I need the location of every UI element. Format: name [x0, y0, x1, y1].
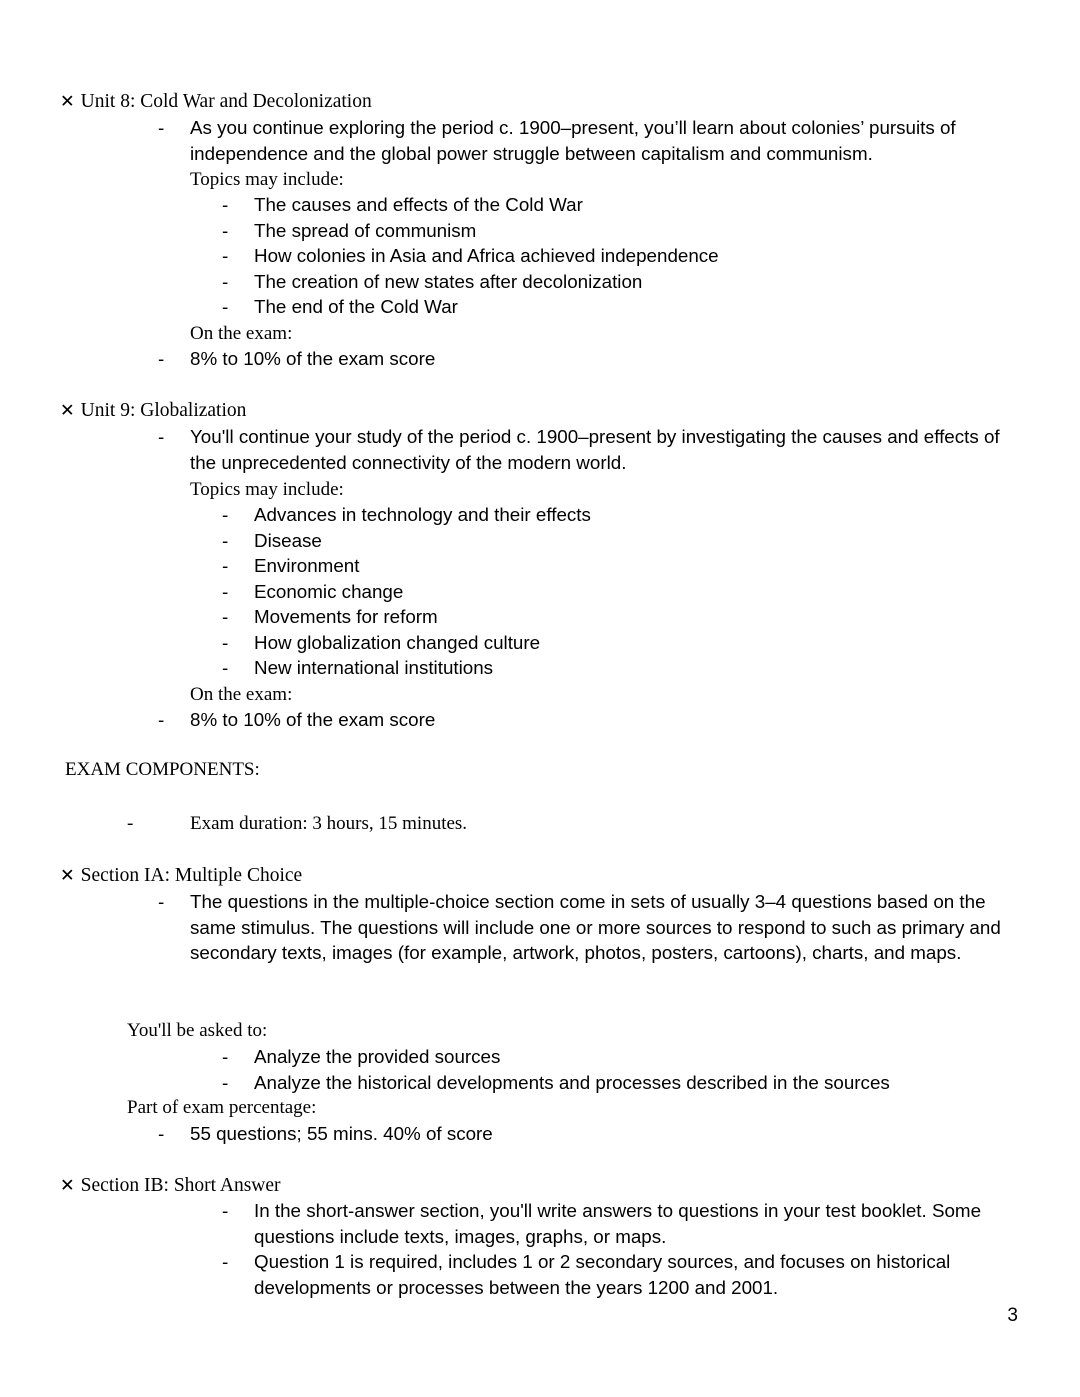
list-item [222, 192, 1019, 218]
section-ib-item-text: Question 1 is required, includes 1 or 2 secondary sources, and focuses on historical developments or processes between the years 1200 and 2001. [254, 1251, 951, 1298]
asked-item-text: Analyze the provided sources [254, 1046, 501, 1067]
unit9-heading-text: Unit 9: Globalization [80, 400, 247, 421]
dash-bullet: - [222, 270, 229, 292]
dash-bullet: - [222, 529, 229, 551]
dash-bullet: - [222, 580, 229, 602]
list-item [222, 528, 1019, 554]
section-ia-heading-text: Section IA: Multiple Choice [80, 865, 303, 886]
unit8-score-text: 8% to 10% of the exam score [190, 348, 436, 369]
topic-text: The causes and effects of the Cold War [254, 194, 583, 215]
asked-list [222, 1044, 1019, 1095]
x-marker-icon: ✕ [60, 1176, 75, 1196]
unit9-topics-list [222, 502, 1019, 681]
list-item [222, 630, 1019, 656]
unit9-score-text: 8% to 10% of the exam score [190, 709, 436, 730]
x-marker-icon: ✕ [60, 401, 75, 421]
list-item [222, 604, 1019, 630]
section-ib-heading [60, 1173, 281, 1199]
percentage-text: 55 questions; 55 mins. 40% of score [190, 1123, 493, 1144]
list-item [222, 1249, 1019, 1300]
topic-text: Economic change [254, 580, 404, 602]
list-item [222, 218, 1019, 244]
topic-text: How colonies in Asia and Africa achieved independence [254, 245, 719, 266]
list-item [222, 294, 1019, 320]
dash-bullet: - [222, 1251, 229, 1272]
dash-bullet: - [222, 504, 229, 525]
topic-text: Environment [254, 555, 360, 576]
unit9-intro-text: You'll continue your study of the period c. 1900–present by investigating the causes and effects of the unprecedented connectivity of the modern world. [190, 426, 1000, 473]
section-ia-heading [60, 863, 302, 889]
topic-text: New international institutions [254, 657, 494, 678]
topic-text: Movements for reform [254, 606, 438, 627]
dash-bullet: - [222, 194, 229, 215]
asked-item-text: Analyze the historical developments and processes described in the sources [254, 1071, 890, 1093]
topic-text: The creation of new states after decolonization [254, 270, 643, 292]
unit9-intro-bullet [158, 424, 1020, 475]
exam-components-heading: EXAM COMPONENTS: [65, 759, 260, 780]
unit8-intro-bullet [158, 115, 1020, 166]
section-ia-intro-bullet [158, 889, 1020, 966]
topic-text: The spread of communism [254, 219, 477, 241]
unit9-topics-label: Topics may include: [190, 479, 344, 500]
section-ib-heading-text: Section IB: Short Answer [80, 1175, 281, 1196]
dash-bullet: - [158, 709, 165, 730]
list-item [222, 269, 1019, 295]
dash-bullet: - [127, 813, 134, 834]
unit8-exam-label: On the exam: [190, 323, 293, 344]
dash-bullet: - [222, 606, 229, 627]
section-ib-list [222, 1198, 1019, 1300]
dash-bullet: - [222, 631, 229, 653]
x-marker-icon: ✕ [60, 866, 75, 886]
exam-duration-text: Exam duration: 3 hours, 15 minutes. [190, 813, 468, 834]
unit8-intro-text: As you continue exploring the period c. 1900–present, you’ll learn about colonies’ pursuits of independence and the global power struggle between capitalism and communism. [190, 117, 956, 164]
dash-bullet: - [158, 426, 165, 447]
unit9-heading [60, 398, 246, 424]
list-item [222, 1044, 1019, 1070]
list-item [222, 1198, 1019, 1249]
list-item [222, 243, 1019, 269]
unit8-topics-label: Topics may include: [190, 169, 344, 190]
dash-bullet: - [222, 1046, 229, 1067]
dash-bullet: - [222, 296, 229, 317]
dash-bullet: - [158, 117, 165, 138]
unit9-score-bullet [158, 707, 1020, 733]
asked-label: You'll be asked to: [127, 1020, 268, 1041]
dash-bullet: - [222, 1200, 229, 1221]
unit8-heading-text: Unit 8: Cold War and Decolonization [80, 91, 372, 112]
dash-bullet: - [222, 219, 229, 241]
list-item [222, 502, 1019, 528]
dash-bullet: - [222, 1071, 229, 1093]
unit8-score-bullet [158, 346, 1020, 372]
list-item [222, 655, 1019, 681]
list-item [222, 1070, 1019, 1096]
x-marker-icon: ✕ [60, 92, 75, 112]
dash-bullet: - [222, 555, 229, 576]
exam-duration-bullet [127, 811, 1020, 837]
list-item [222, 553, 1019, 579]
dash-bullet: - [158, 1123, 165, 1144]
topic-text: Disease [254, 529, 322, 551]
topic-text: Advances in technology and their effects [254, 504, 591, 525]
section-ia-intro-text: The questions in the multiple-choice section come in sets of usually 3–4 questions based on the same stimulus. The questions will include one or more sources to respond to such as primary and secondary texts, images (for example, artwork, photos, posters, cartoons), charts, and maps. [190, 891, 1001, 963]
unit8-heading [60, 89, 372, 115]
topic-text: How globalization changed culture [254, 631, 541, 653]
list-item [222, 579, 1019, 605]
topic-text: The end of the Cold War [254, 296, 458, 317]
percentage-bullet [158, 1121, 1020, 1147]
dash-bullet: - [158, 348, 165, 369]
dash-bullet: - [222, 245, 229, 266]
unit9-exam-label: On the exam: [190, 684, 293, 705]
dash-bullet: - [222, 657, 229, 678]
dash-bullet: - [158, 891, 165, 912]
unit8-topics-list [222, 192, 1019, 320]
percentage-label: Part of exam percentage: [127, 1097, 317, 1118]
section-ib-item-text: In the short-answer section, you'll write answers to questions in your test booklet. Some questions include texts, images, graphs, or maps. [254, 1200, 982, 1247]
page-number: 3 [1007, 1305, 1018, 1326]
